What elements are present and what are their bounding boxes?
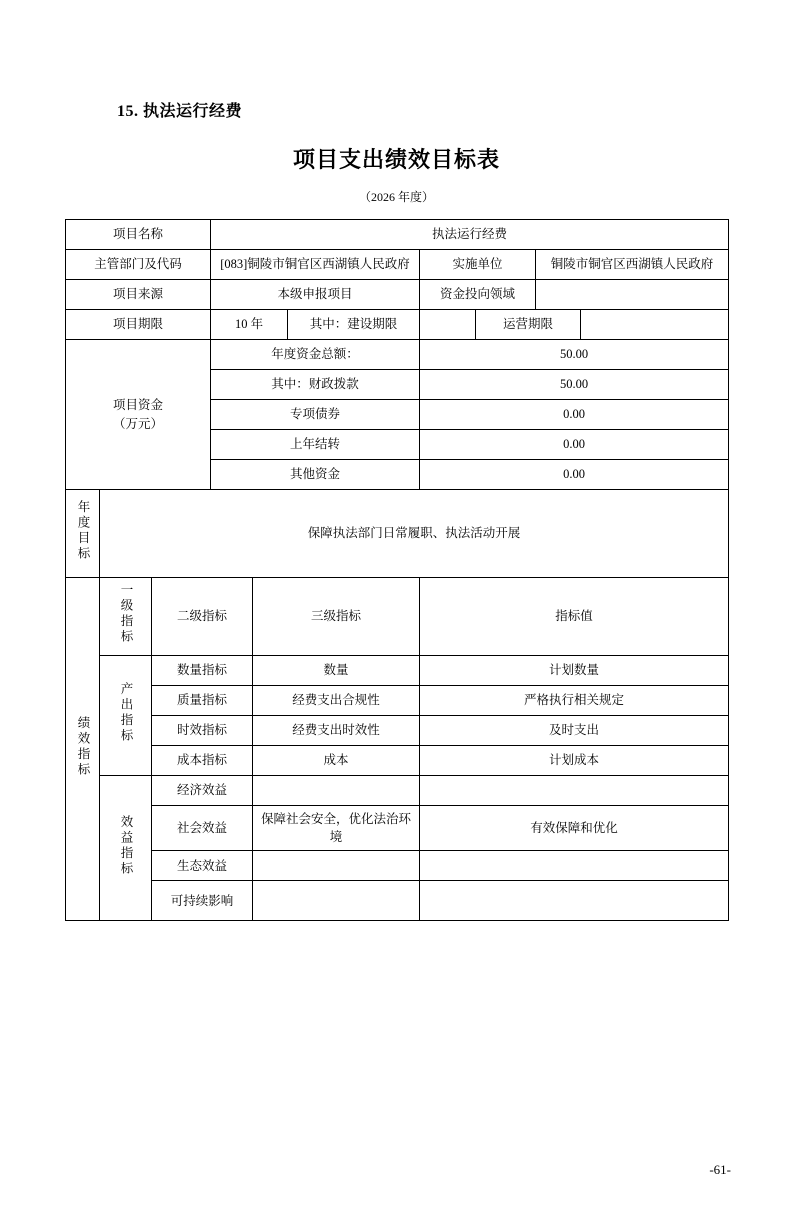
dept-label: 主管部门及代码 <box>66 250 211 280</box>
benefit-value <box>420 881 729 921</box>
benefit-level3 <box>253 776 420 806</box>
output-value: 严格执行相关规定 <box>420 686 729 716</box>
funds-unit-text: （万元） <box>113 416 164 431</box>
fiscal-year-subtitle: （2026 年度） <box>358 190 434 204</box>
table-row <box>66 806 729 851</box>
table-row <box>66 656 729 686</box>
source-label: 项目来源 <box>66 280 211 310</box>
table-row <box>66 881 729 921</box>
benefit-level3 <box>253 881 420 921</box>
header-value: 指标值 <box>420 578 729 656</box>
output-level3: 数量 <box>253 656 420 686</box>
output-level2: 时效指标 <box>152 716 253 746</box>
benefit-level3 <box>253 851 420 881</box>
operation-value <box>581 310 729 340</box>
header-level1 <box>100 578 152 656</box>
table-row <box>66 340 729 370</box>
table-row <box>66 746 729 776</box>
table-row <box>66 310 729 340</box>
dept-value: [083]铜陵市铜官区西湖镇人民政府 <box>211 250 420 280</box>
benefit-level2: 社会效益 <box>152 806 253 851</box>
benefit-level3: 保障社会安全，优化法治环境 <box>253 806 420 851</box>
output-level3: 成本 <box>253 746 420 776</box>
header-level1-text: 一级指标 <box>119 582 133 645</box>
invest-field-label: 资金投向领域 <box>420 280 536 310</box>
funds-row-value: 50.00 <box>420 340 729 370</box>
header-level3: 三级指标 <box>253 578 420 656</box>
table-row <box>66 578 729 656</box>
construction-value <box>420 310 476 340</box>
output-level2: 成本指标 <box>152 746 253 776</box>
table-row <box>66 490 729 578</box>
performance-target-table <box>65 219 729 921</box>
perf-label <box>66 578 100 921</box>
perf-label-text: 绩效指标 <box>76 715 90 778</box>
benefit-level2: 经济效益 <box>152 776 253 806</box>
funds-row-value: 50.00 <box>420 370 729 400</box>
funds-row-label: 上年结转 <box>211 430 420 460</box>
project-name-value: 执法运行经费 <box>211 220 729 250</box>
benefit-label-text: 效益指标 <box>119 814 133 877</box>
output-label <box>100 656 152 776</box>
construction-label: 其中：建设期限 <box>288 310 420 340</box>
project-name-label: 项目名称 <box>66 220 211 250</box>
output-level3: 经费支出合规性 <box>253 686 420 716</box>
funds-row-label: 专项债券 <box>211 400 420 430</box>
table-row <box>66 776 729 806</box>
table-row <box>66 280 729 310</box>
funds-label <box>66 340 211 490</box>
funds-row-value: 0.00 <box>420 460 729 490</box>
annual-target-value: 保障执法部门日常履职、执法活动开展 <box>100 490 729 578</box>
funds-label-text: 项目资金 <box>113 398 164 413</box>
implement-label: 实施单位 <box>420 250 536 280</box>
output-label-text: 产出指标 <box>119 681 133 744</box>
section-heading: 15. 执法运行经费 <box>117 103 243 120</box>
page-number: -61- <box>709 1162 731 1177</box>
output-value: 计划数量 <box>420 656 729 686</box>
document-page <box>0 98 793 1220</box>
funds-row-value: 0.00 <box>420 430 729 460</box>
implement-value: 铜陵市铜官区西湖镇人民政府 <box>536 250 729 280</box>
funds-row-value: 0.00 <box>420 400 729 430</box>
benefit-label <box>100 776 152 921</box>
benefit-level2: 生态效益 <box>152 851 253 881</box>
invest-field-value <box>536 280 729 310</box>
output-value: 及时支出 <box>420 716 729 746</box>
benefit-level2: 可持续影响 <box>152 881 253 921</box>
benefit-value <box>420 851 729 881</box>
table-row <box>66 851 729 881</box>
benefit-value: 有效保障和优化 <box>420 806 729 851</box>
table-row <box>66 250 729 280</box>
header-level2: 二级指标 <box>152 578 253 656</box>
output-value: 计划成本 <box>420 746 729 776</box>
funds-row-label: 其中：财政拨款 <box>211 370 420 400</box>
table-row <box>66 716 729 746</box>
output-level2: 质量指标 <box>152 686 253 716</box>
source-value: 本级申报项目 <box>211 280 420 310</box>
output-level3: 经费支出时效性 <box>253 716 420 746</box>
annual-target-label <box>66 490 100 578</box>
benefit-value <box>420 776 729 806</box>
operation-label: 运营期限 <box>476 310 581 340</box>
funds-row-label: 年度资金总额： <box>211 340 420 370</box>
table-row <box>66 220 729 250</box>
output-level2: 数量指标 <box>152 656 253 686</box>
page-title: 项目支出绩效目标表 <box>292 147 500 172</box>
funds-row-label: 其他资金 <box>211 460 420 490</box>
table-row <box>66 686 729 716</box>
annual-target-label-text: 年度目标 <box>76 499 90 562</box>
period-label: 项目期限 <box>66 310 211 340</box>
period-value: 10 年 <box>211 310 288 340</box>
